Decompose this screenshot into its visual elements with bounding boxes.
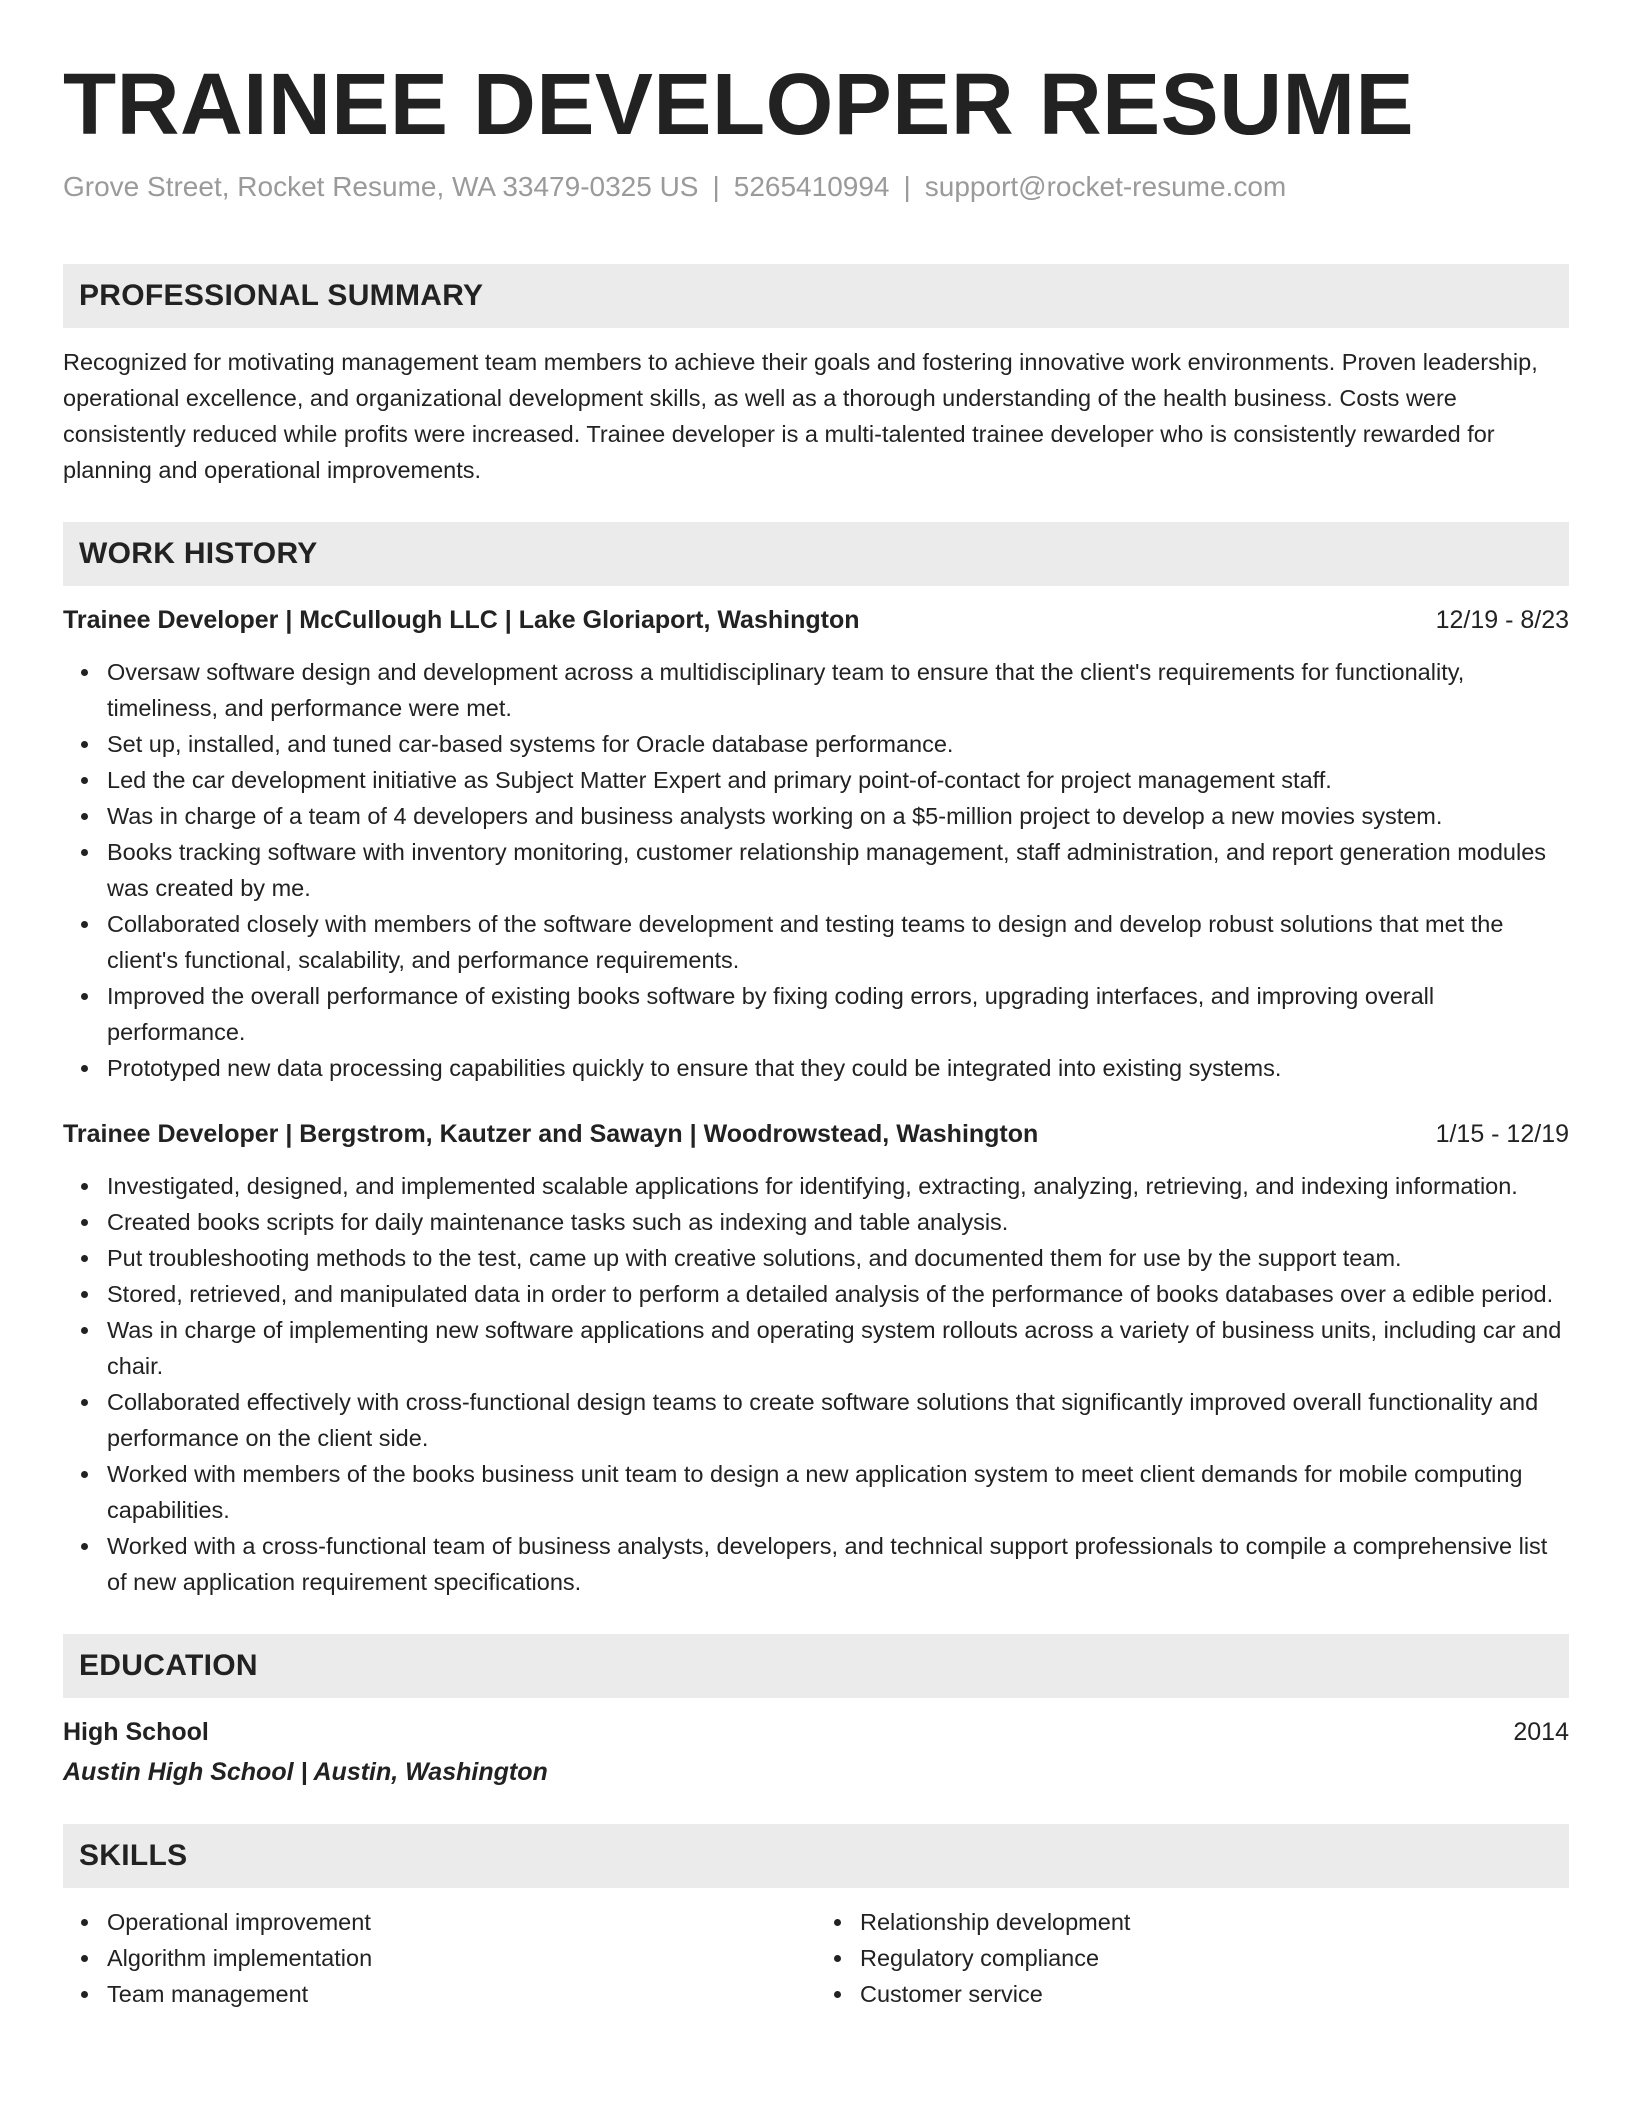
job-bullet: Collaborated closely with members of the software development and testing teams to design and develop robust solutions that met the client's functional, scalability, and performance requirements. (107, 906, 1569, 978)
job-dates: 12/19 - 8/23 (1435, 606, 1569, 634)
contact-separator: | (903, 171, 911, 202)
skill-item: Customer service (860, 1976, 1569, 2012)
skill-item: Algorithm implementation (107, 1940, 816, 1976)
job-bullet: Stored, retrieved, and manipulated data in order to perform a detailed analysis of the performance of books databases over a edible period. (107, 1276, 1569, 1312)
resume-title: TRAINEE DEVELOPER RESUME (63, 56, 1415, 153)
job-bullet: Books tracking software with inventory monitoring, customer relationship management, staff administration, and report generation modules was created by me. (107, 834, 1569, 906)
skills-column-left (63, 1904, 816, 2012)
contact-phone: 5265410994 (733, 171, 890, 202)
job-bullet-list (63, 654, 1569, 1086)
job-bullet: Oversaw software design and development across a multidisciplinary team to ensure that the client's requirements for functionality, timeliness, and performance were met. (107, 654, 1569, 726)
job-bullet: Worked with a cross-functional team of business analysts, developers, and technical support professionals to compile a comprehensive list of new application requirement specifications. (107, 1528, 1569, 1600)
skill-item: Operational improvement (107, 1904, 816, 1940)
summary-text: Recognized for motivating management team members to achieve their goals and fostering innovative work environments. Proven leadership, operational excellence, and organizational development skills, as well as a thorough understanding of the health business. Costs were consistently reduced while profits were increased. Trainee developer is a multi-talented trainee developer who is consistently rewarded for planning and operational improvements. (63, 349, 1538, 483)
contact-separator: | (712, 171, 720, 202)
job-bullet: Set up, installed, and tuned car-based systems for Oracle database performance. (107, 726, 1569, 762)
education-row (63, 1714, 1569, 1750)
education-year: 2014 (1513, 1718, 1569, 1746)
skill-item: Regulatory compliance (860, 1940, 1569, 1976)
skill-item: Team management (107, 1976, 816, 2012)
skill-item: Relationship development (860, 1904, 1569, 1940)
job-header (63, 602, 1569, 638)
job-bullet: Led the car development initiative as Subject Matter Expert and primary point-of-contact for project management staff. (107, 762, 1569, 798)
job-bullet: Worked with members of the books business unit team to design a new application system to meet client demands for mobile computing capabilities. (107, 1456, 1569, 1528)
education-degree: High School (63, 1718, 209, 1746)
skills-column-right (816, 1904, 1569, 2012)
job-bullet: Investigated, designed, and implemented scalable applications for identifying, extracting, analyzing, retrieving, and indexing information. (107, 1168, 1569, 1204)
job-bullet: Was in charge of implementing new software applications and operating system rollouts across a variety of business units, including car and chair. (107, 1312, 1569, 1384)
skills-grid (63, 1904, 1569, 2012)
section-heading-education: EDUCATION (63, 1634, 1569, 1698)
job-bullet-list (63, 1168, 1569, 1600)
contact-line (63, 170, 1569, 204)
section-heading-skills: SKILLS (63, 1824, 1569, 1888)
job-bullet: Improved the overall performance of existing books software by fixing coding errors, upgrading interfaces, and improving overall performance. (107, 978, 1569, 1050)
job-bullet: Was in charge of a team of 4 developers and business analysts working on a $5-million project to develop a new movies system. (107, 798, 1569, 834)
section-heading-summary: PROFESSIONAL SUMMARY (63, 264, 1569, 328)
job-header (63, 1116, 1569, 1152)
job-title: Trainee Developer | Bergstrom, Kautzer and Sawayn | Woodrowstead, Washington (63, 1120, 1039, 1148)
job-title: Trainee Developer | McCullough LLC | Lake Gloriaport, Washington (63, 606, 860, 634)
job-bullet: Put troubleshooting methods to the test, came up with creative solutions, and documented them for use by the support team. (107, 1240, 1569, 1276)
section-heading-work-history: WORK HISTORY (63, 522, 1569, 586)
contact-email: support@rocket-resume.com (924, 171, 1287, 202)
job-bullet: Prototyped new data processing capabilities quickly to ensure that they could be integrated into existing systems. (107, 1050, 1569, 1086)
job-dates: 1/15 - 12/19 (1435, 1120, 1569, 1148)
job-bullet: Collaborated effectively with cross-functional design teams to create software solutions that significantly improved overall functionality and performance on the client side. (107, 1384, 1569, 1456)
job-bullet: Created books scripts for daily maintenance tasks such as indexing and table analysis. (107, 1204, 1569, 1240)
education-school: Austin High School | Austin, Washington (63, 1758, 548, 1786)
contact-address: Grove Street, Rocket Resume, WA 33479-0325 US (63, 171, 699, 202)
